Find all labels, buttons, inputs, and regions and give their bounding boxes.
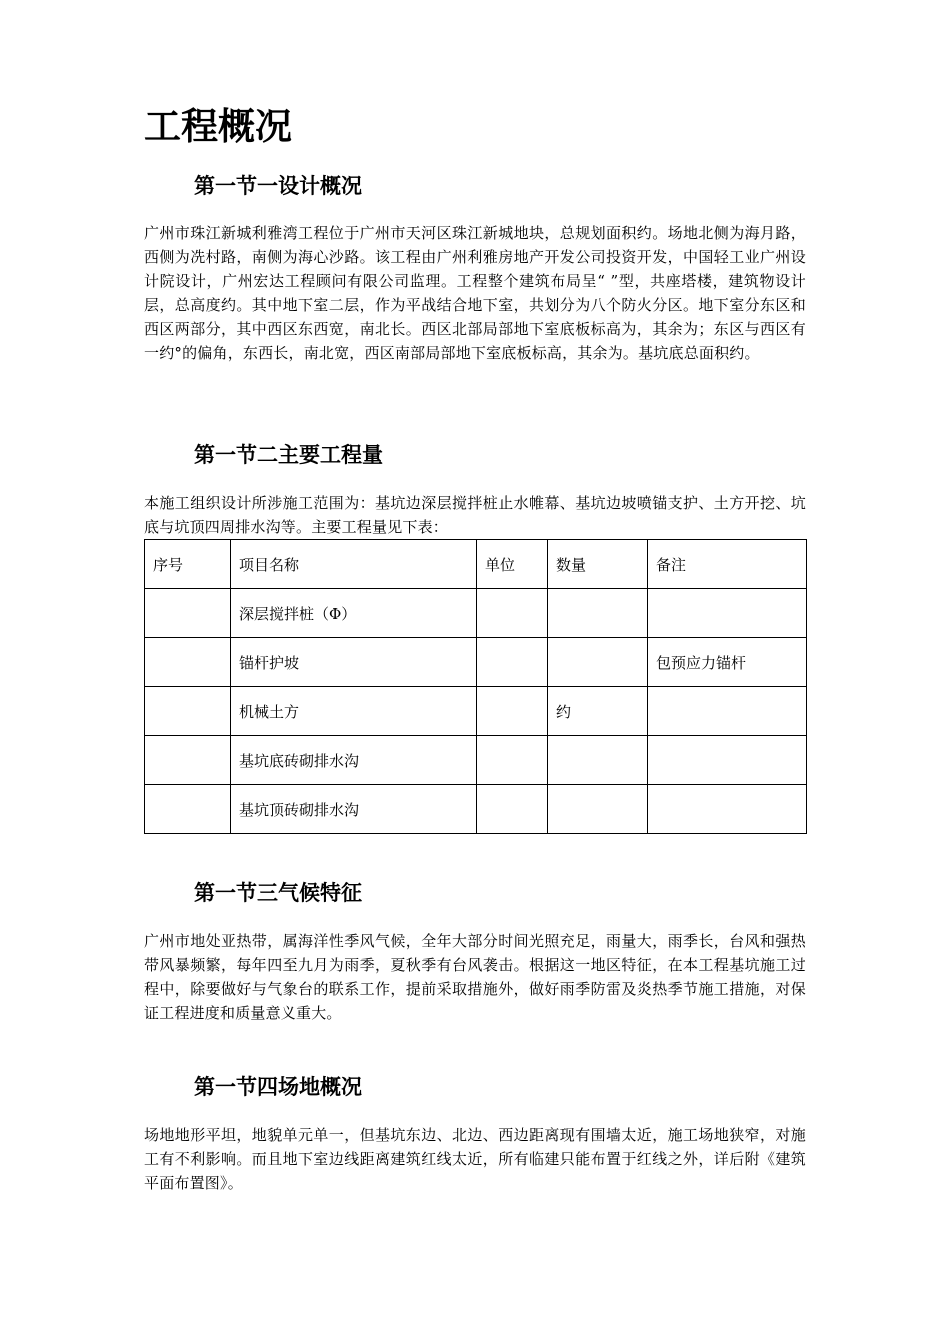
cell-remark	[648, 785, 807, 834]
table-row	[145, 589, 807, 638]
section-paragraph-climate: 广州市地处亚热带，属海洋性季风气候，全年大部分时间光照充足，雨量大，雨季长，台风和强热带风暴频繁，每年四至九月为雨季，夏秋季有台风袭击。根据这一地区特征，在本工程基坑施工过程中，除要做好与气象台的联系工作，提前采取措施外，做好雨季防雷及炎热季节施工措施，对保证工程进度和质量意义重大。	[144, 932, 806, 1022]
cell-index	[145, 785, 231, 834]
section-paragraph-design-overview: 广州市珠江新城利雅湾工程位于广州市天河区珠江新城地块，总规划面积约。场地北侧为海月路，西侧为冼村路，南侧为海心沙路。该工程由广州利雅房地产开发公司投资开发，中国轻工业广州设计院设计，广州宏达工程顾问有限公司监理。工程整个建筑布局呈“ ”型，共座塔楼，建筑物设计层，总高度约。其中地下室二层，作为平战结合地下室，共划分为八个防火分区。地下室分东区和西区两部分，其中西区东西宽，南北长。西区北部局部地下室底板标高为，其余为；东区与西区有一约°的偏角，东西长，南北宽，西区南部局部地下室底板标高，其余为。基坑底总面积约。	[144, 224, 806, 362]
cell-unit	[477, 785, 548, 834]
table-row	[145, 687, 807, 736]
cell-unit	[477, 736, 548, 785]
section-title-site-overview: 第一节四场地概况	[194, 1075, 362, 1099]
cell-quantity	[548, 736, 648, 785]
cell-quantity	[548, 785, 648, 834]
cell-unit	[477, 638, 548, 687]
table-row	[145, 638, 807, 687]
cell-index	[145, 736, 231, 785]
cell-item-name: 基坑顶砖砌排水沟	[231, 785, 477, 834]
cell-index	[145, 687, 231, 736]
header-cell-remark: 备注	[648, 540, 807, 589]
cell-quantity	[548, 638, 648, 687]
table-row	[145, 785, 807, 834]
quantities-table	[144, 539, 807, 834]
section-title-design-overview: 第一节一设计概况	[194, 174, 362, 198]
section-title-main-quantities: 第一节二主要工程量	[194, 443, 383, 467]
document-title: 工程概况	[144, 105, 292, 148]
header-cell-unit: 单位	[477, 540, 548, 589]
cell-item-name: 锚杆护坡	[231, 638, 477, 687]
cell-unit	[477, 687, 548, 736]
cell-quantity	[548, 589, 648, 638]
header-cell-quantity: 数量	[548, 540, 648, 589]
cell-unit	[477, 589, 548, 638]
cell-index	[145, 589, 231, 638]
cell-item-name: 深层搅拌桩（Φ）	[231, 589, 477, 638]
cell-remark	[648, 687, 807, 736]
section-title-climate: 第一节三气候特征	[194, 881, 362, 905]
cell-item-name: 机械土方	[231, 687, 477, 736]
cell-remark	[648, 589, 807, 638]
cell-quantity: 约	[548, 687, 648, 736]
cell-remark: 包预应力锚杆	[648, 638, 807, 687]
section-paragraph-site-overview: 场地地形平坦，地貌单元单一，但基坑东边、北边、西边距离现有围墙太近，施工场地狭窄，对施工有不利影响。而且地下室边线距离建筑红线太近，所有临建只能布置于红线之外，详后附《建筑平面布置图》。	[144, 1126, 806, 1192]
header-cell-index: 序号	[145, 540, 231, 589]
cell-remark	[648, 736, 807, 785]
cell-item-name: 基坑底砖砌排水沟	[231, 736, 477, 785]
cell-index	[145, 638, 231, 687]
table-row	[145, 736, 807, 785]
section-paragraph-main-quantities: 本施工组织设计所涉施工范围为：基坑边深层搅拌桩止水帷幕、基坑边坡喷锚支护、土方开挖、坑底与坑顶四周排水沟等。主要工程量见下表：	[144, 494, 806, 536]
table-header-row	[145, 540, 807, 589]
header-cell-item-name: 项目名称	[231, 540, 477, 589]
